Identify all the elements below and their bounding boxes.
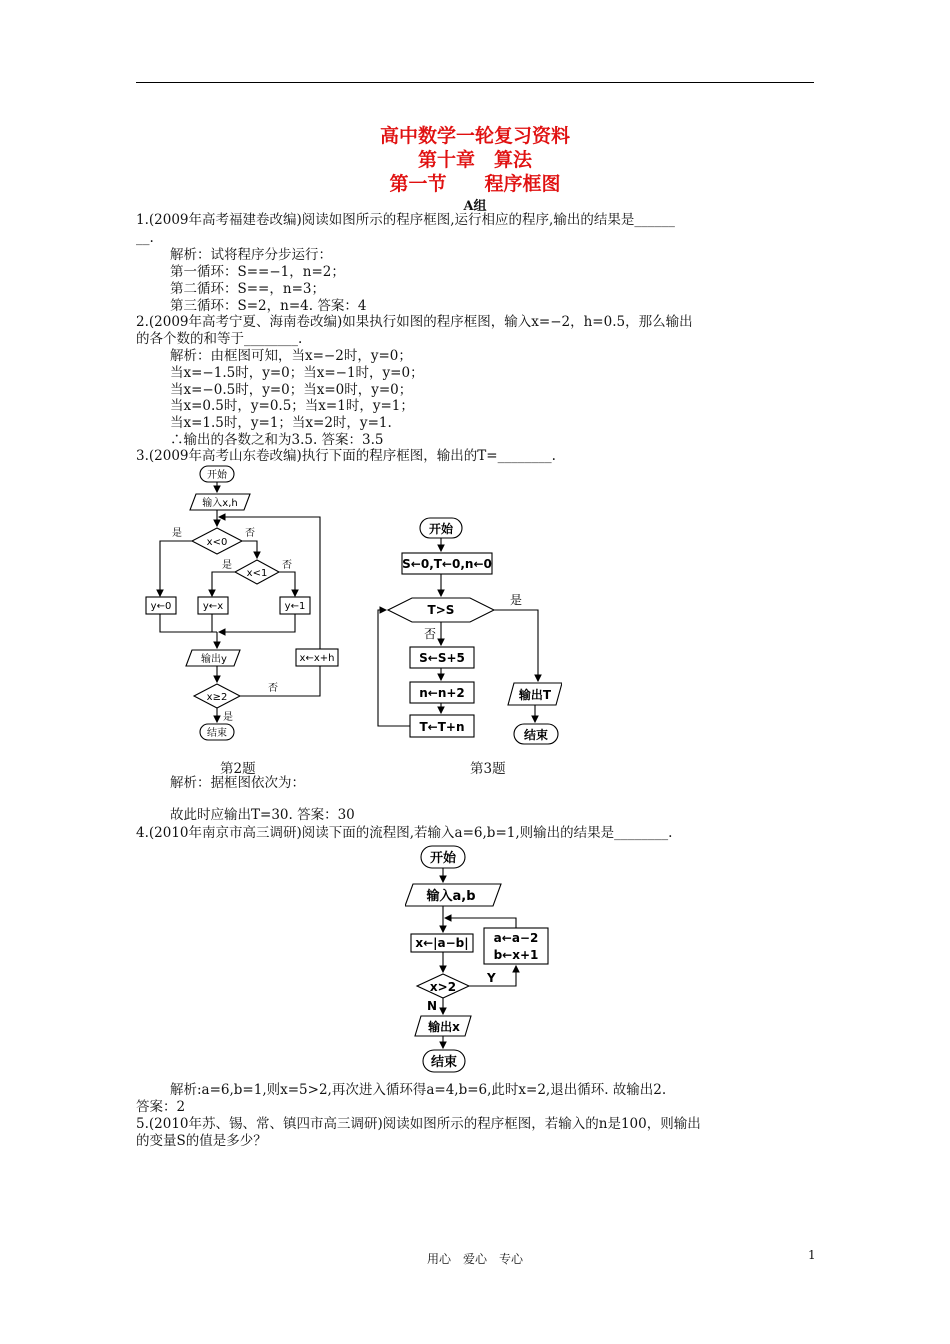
flowchart-fig2 [140, 462, 350, 747]
fig4-yes: Y [487, 971, 496, 985]
q2-analysis: 解析：由框图可知，当x=−2时，y=0； [170, 348, 412, 364]
q4-line1: 4.(2010年南京市高三调研)阅读下面的流程图,若输入a=6,b=1,则输出的结果是________. [136, 825, 673, 841]
q2-line1: 2.(2009年高考宁夏、海南卷改编)如果执行如图的程序框图，输入x=−2，h=0.5，那么输出 [136, 314, 693, 330]
q1-loop1: 第一循环：S==−1，n=2； [170, 264, 345, 280]
fig2-y0: y←0 [150, 601, 172, 612]
fig2-start: 开始 [207, 470, 227, 481]
q1-line2: __. [136, 230, 154, 246]
q2-line2: 的各个数的和等于________. [136, 331, 303, 347]
fig3-init: S←0,T←0,n←0 [402, 557, 492, 571]
q2-row3: 当x=0.5时，y=0.5；当x=1时，y=1； [170, 398, 414, 414]
q3-answer: 故此时应输出T=30. 答案：30 [170, 807, 355, 823]
fig4-output: 输出x [428, 1020, 460, 1034]
fig2-cond3: x≥2 [206, 692, 228, 703]
fig3-output: 输出T [518, 688, 552, 702]
fig2-y1: y←1 [284, 601, 306, 612]
flowchart-fig4 [405, 842, 565, 1077]
group-label: A组 [463, 199, 487, 214]
q3-analysis: 解析：据框图依次为： [170, 775, 305, 791]
q2-row2: 当x=−0.5时，y=0；当x=0时，y=0； [170, 382, 413, 398]
chapter-title: 第十章 算法 [417, 149, 532, 171]
q2-row4: 当x=1.5时，y=1；当x=2时，y=1. [170, 415, 392, 431]
q2-row1: 当x=−1.5时，y=0；当x=−1时，y=0； [170, 365, 424, 381]
fig2-cond2: x<1 [246, 568, 268, 579]
fig3-yes: 是 [510, 593, 523, 607]
fig4-no: N [427, 999, 438, 1013]
q2-answer: ∴输出的各数之和为3.5. 答案：3.5 [170, 432, 384, 448]
fig2-end: 结束 [207, 728, 227, 739]
fig2-no3: 否 [268, 683, 278, 694]
q3-line1: 3.(2009年高考山东卷改编)执行下面的程序框图，输出的T=________. [136, 448, 556, 464]
caption-fig2: 第2题 [220, 761, 256, 777]
section-title: 第一节 程序框图 [389, 173, 561, 195]
fig4-cond: x>2 [429, 980, 457, 994]
fig2-input: 输入x,h [202, 498, 238, 509]
fig2-output: 输出y [201, 654, 227, 665]
caption-fig3: 第3题 [470, 761, 506, 777]
page-footer: 用心 爱心 专心 [426, 1252, 523, 1266]
q4-answer: 答案：2 [136, 1099, 186, 1115]
q5-line1: 5.(2010年苏、锡、常、镇四市高三调研)阅读如图所示的程序框图，若输入的n是100，则输出 [136, 1116, 701, 1132]
fig4-update2: b←x+1 [493, 948, 539, 962]
fig4-end: 结束 [430, 1055, 458, 1070]
q1-analysis: 解析：试将程序分步运行： [170, 247, 332, 263]
fig2-yes1: 是 [172, 528, 182, 539]
fig3-cond: T>S [427, 603, 455, 617]
fig3-end: 结束 [523, 728, 549, 742]
fig2-yx: y←x [202, 601, 224, 612]
fig3-start: 开始 [428, 522, 454, 536]
page-number: 1 [808, 1248, 816, 1262]
fig2-no1: 否 [245, 528, 255, 539]
fig4-assign: x←|a−b| [415, 936, 469, 950]
fig3-t: T←T+n [419, 720, 465, 734]
q5-line2: 的变量S的值是多少？ [136, 1133, 267, 1149]
fig2-update: x←x+h [299, 653, 335, 664]
q1-loop2: 第二循环：S==，n=3； [170, 281, 325, 297]
fig4-update1: a←a−2 [493, 931, 539, 945]
header-rule [136, 82, 814, 83]
fig3-no: 否 [424, 627, 437, 641]
q4-analysis: 解析:a=6,b=1,则x=5>2,再次进入循环得a=4,b=6,此时x=2,退出循环. 故输出2. [170, 1082, 667, 1098]
fig2-no2: 否 [282, 560, 292, 571]
q1-line1: 1.(2009年高考福建卷改编)阅读如图所示的程序框图,运行相应的程序,输出的结果是______ [136, 212, 675, 228]
fig2-cond1: x<0 [206, 537, 228, 548]
fig3-n: n←n+2 [419, 686, 465, 700]
doc-title: 高中数学一轮复习资料 [379, 125, 570, 147]
flowchart-fig3 [372, 512, 562, 747]
fig4-start: 开始 [429, 851, 457, 866]
fig2-yes2: 是 [222, 560, 232, 571]
q1-loop3: 第三循环：S=2，n=4. 答案：4 [170, 298, 367, 314]
fig4-input: 输入a,b [426, 889, 476, 904]
fig2-yes3: 是 [223, 712, 233, 723]
fig3-s: S←S+5 [419, 651, 465, 665]
